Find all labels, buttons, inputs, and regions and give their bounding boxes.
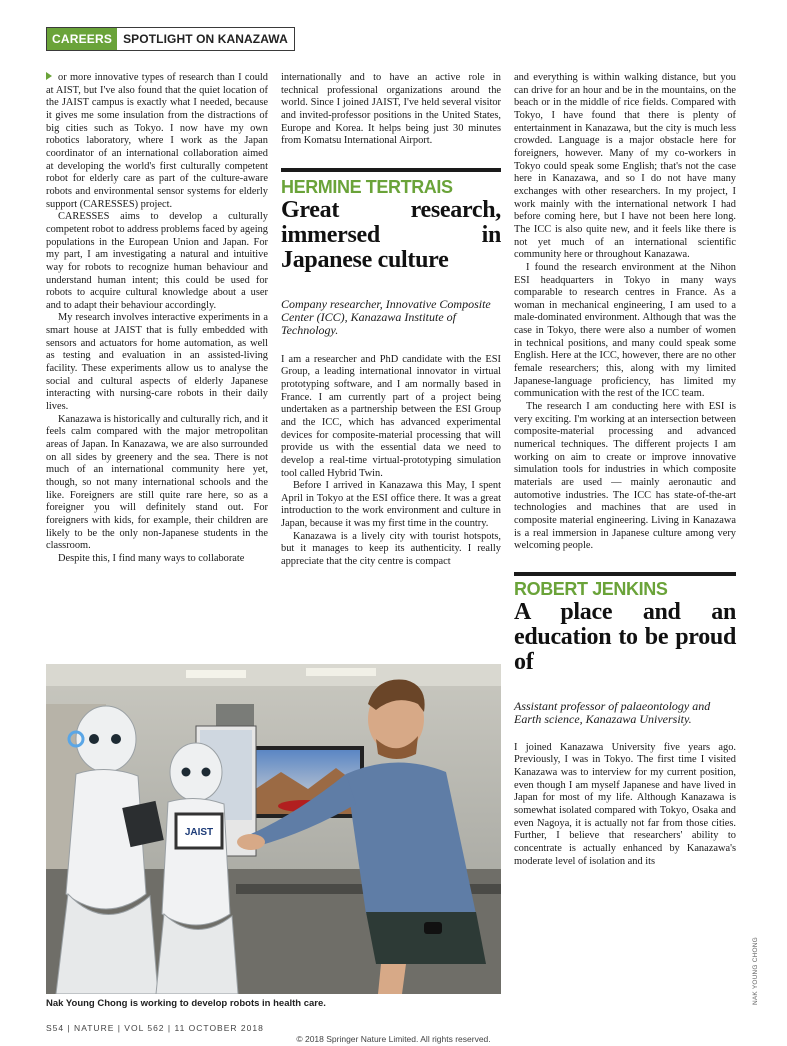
paragraph: internationally and to have an active role in technical professional organizations around the world. Since I joined JAIST, I've held several visitor and invited-professor positions in the United States, Europe and Korea. It helps being just 30 minutes from Komatsu International Airport. (281, 72, 501, 147)
copyright-notice: © 2018 Springer Nature Limited. All rights reserved. (296, 1034, 491, 1044)
profile-role: Assistant professor of palaeontology and Earth science, Kanazawa University. (514, 698, 711, 726)
continue-arrow-icon (46, 72, 52, 80)
page-folio: S54 | NATURE | VOL 562 | 11 OCTOBER 2018 (46, 1023, 264, 1033)
paragraph: I am a researcher and PhD candidate with the ESI Group, a leading international innovator in virtual prototyping software, and I am normally based in France. I am currently part of a project being undertaken as a partnership between the ESI Group and the ICC, which has advanced experimental devices for composite-material processing that will provide us with the essential data we need to develop a real-time virtual-prototyping simulation tool called Hybrid Twin. (281, 353, 501, 479)
lab-photo (46, 664, 501, 994)
paragraph: and everything is within walking distance, but you can drive for an hour and be in the mountains, on the beach or in the middle of rice fields. Compared with Tokyo, I have found that there is plenty of entertainment in Kanazawa, but the city is much less crowded. Language is a major obstacle here for foreigners, however. Many of my co-workers in Tokyo could speak some English; that's not the case here in Kanazawa, and so I do not have many exchanges with other researchers. In my project, I work mainly with the international network I had before coming here, but I have not been here long. The ICC is also quite new, and it feels like there is not yet much of an international scientific community here or throughout Kanazawa. (514, 72, 736, 261)
tablet-label: JAIST (184, 827, 214, 838)
profile-headline: Great research, immersed in Japanese culture (281, 196, 501, 273)
paragraph: Before I arrived in Kanazawa this May, I spent April in Tokyo at the ESI office there. It was a great introduction to the work environment and culture in Japan, because it was my first time in the country. (281, 480, 501, 530)
person-hand (237, 834, 265, 850)
paragraph: I found the research environment at the Nihon ESI headquarters in Tokyo in many ways comparable to research centres in France. As a woman in mechanical engineering, I am used to a male-dominated environment. Although that was the case in Tokyo, there were also a number of women in technical positions, and many could speak some English. Here at the ICC, however, there are no other female researchers; this, along with my limited Japanese-language proficiency, has limited my communication with the rest of the ICC team. (514, 261, 736, 400)
profile-name: HERMINE TERTRAIS (281, 176, 453, 197)
paragraph: Kanazawa is historically and culturally rich, and it feels calm compared with the major metropolitan areas of Japan. In Kanazawa, we are also surrounded on all sides by greenery and the sea. There is not much of an international community here yet, though, so not many international schools and the like. Foreigners are still quite rare here, so as a foreigner you will definitely stand out. For foreigners with kids, for example, their children are likely to be the only non-Japanese students in the classroom. (46, 413, 268, 552)
robot-eye (182, 768, 191, 777)
robot-eye (89, 734, 99, 744)
lab-photo-illustration (46, 664, 501, 994)
photo-credit: NAK YOUNG CHONG (752, 937, 759, 1005)
robot-head (170, 743, 222, 801)
section-header (46, 27, 295, 51)
person-leg (378, 964, 406, 994)
paragraph: Kanazawa is a lively city with tourist hotspots, but it manages to keep its authenticity. I really appreciate that the city centre is compact (281, 530, 501, 568)
profile-headline: A place and an education to be proud of (514, 598, 736, 675)
paragraph: I joined Kanazawa University five years ago. Previously, I was in Tokyo. The first time I visited Kanazawa was to interview for my current position, even though I am myself Japanese and have lived in Japan for most of my life. Although Kanazawa is somewhat isolated compared with Tokyo, Osaka and even Nagoya, it is actually not far from those cities. Further, I believe that researchers' ability to concentrate is actually enhanced by Kanazawa's moderate level of isolation and its (514, 741, 736, 867)
section-rule (281, 168, 501, 172)
profile-body (514, 742, 736, 869)
profile-role: Company researcher, Innovative Composite Center (ICC), Kanazawa Institute of Technology. (281, 296, 491, 337)
paragraph: The research I am conducting here with ESI is very exciting. I'm working at an intersection between composite-material processing and advanced numerical techniques. The different projects I am working on aim to create or improve innovative simulation tools for industries in which composite materials are used — mainly aeronautic and automotive industries. The ICC has state-of-the-art technologies and machines that are used in composite material engineering. Living in Kanazawa is a real immersion in Japanese culture among very welcoming people. (514, 401, 736, 552)
ceiling-light (186, 670, 246, 678)
profile-body (281, 354, 501, 569)
robot-head (76, 706, 136, 772)
paragraph: or more innovative types of research than I could at AIST, but I've also found that the quiet location of the JAIST campus is exactly what I needed, because it gives me some insulation from the distractions of big cities such as Tokyo. I now have my own robotics laboratory, where I work as the Japan coordinator of an international collaboration aimed at developing the world's first culturally competent robot for elderly care as part of the culture-aware robots and environmental sensor systems for elderly support (CARESSES) project. (46, 72, 268, 210)
column-2 (281, 72, 501, 569)
profile-name: ROBERT JENKINS (514, 578, 668, 599)
person-watch (424, 922, 442, 934)
robot-eye (202, 768, 211, 777)
person-shorts (366, 912, 486, 964)
paragraph: Despite this, I find many ways to collaborate (58, 552, 245, 564)
section-tag: CAREERS (47, 28, 117, 50)
paragraph: My research involves interactive experiments in a smart house at JAIST that is fully embedded with sensors and actuators for home automation, as well as testing and evaluation in an assisted-living facility. These experiments allow us to analyse the social and cultural aspects of elderly Japanese interacting with nursing-care robots in their daily lives. (46, 312, 268, 413)
ceiling-light (306, 668, 376, 676)
robot-eye (111, 734, 121, 744)
column-1 (46, 72, 268, 566)
photo-caption: Nak Young Chong is working to develop robots in health care. (46, 998, 326, 1009)
paragraph: CARESSES aims to develop a culturally competent robot to address problems faced by ageing populations in the European Union and Japan. For my part, I am investigating a natural and intuitive way for robots to recognize human behaviour and understand human intent; this could be used for robots to acquire cultural knowledge about a user and to adapt their behaviour accordingly. (46, 211, 268, 311)
ceiling (46, 664, 501, 686)
column-3 (514, 72, 736, 868)
section-rule (514, 572, 736, 576)
section-topic: SPOTLIGHT ON KANAZAWA (123, 32, 288, 46)
